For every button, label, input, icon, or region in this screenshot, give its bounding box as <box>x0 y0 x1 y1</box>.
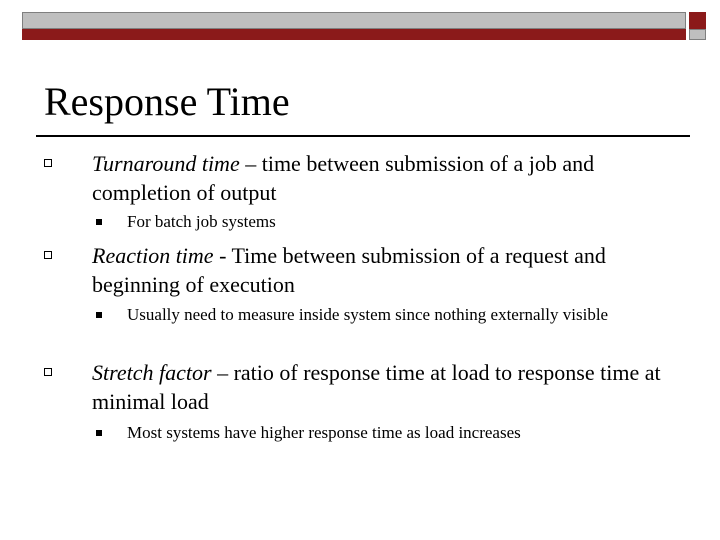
filled-square-bullet-icon <box>96 219 102 225</box>
bullet-2-sub: Usually need to measure inside system since nothing externally visible <box>127 305 609 324</box>
header-band-gray <box>22 12 686 29</box>
title-underline <box>36 135 690 137</box>
hollow-square-bullet-icon <box>44 251 52 259</box>
bullet-1-term: Turnaround time <box>92 151 240 176</box>
filled-square-bullet-icon <box>96 430 102 436</box>
header-square-gray <box>689 29 706 40</box>
header-band-red <box>22 29 686 40</box>
bullet-3-sub: Most systems have higher response time as load increases <box>127 423 521 442</box>
bullet-3-rest: – ratio of response time at load to response time at minimal load <box>92 360 661 414</box>
hollow-square-bullet-icon <box>44 159 52 167</box>
header-square-red <box>689 12 706 29</box>
bullet-2-text <box>92 241 682 299</box>
slide-title: Response Time <box>44 79 290 124</box>
filled-square-bullet-icon <box>96 312 102 318</box>
bullet-1-rest: – time between submission of a job and completion of output <box>92 151 595 205</box>
bullet-2-term: Reaction time <box>92 243 214 268</box>
bullet-1-sub: For batch job systems <box>127 212 276 231</box>
bullet-3-term: Stretch factor <box>92 360 212 385</box>
bullet-2-rest: - Time between submission of a request and beginning of execution <box>92 243 606 297</box>
bullet-3-text <box>92 358 682 416</box>
hollow-square-bullet-icon <box>44 368 52 376</box>
bullet-1-text <box>92 149 682 207</box>
